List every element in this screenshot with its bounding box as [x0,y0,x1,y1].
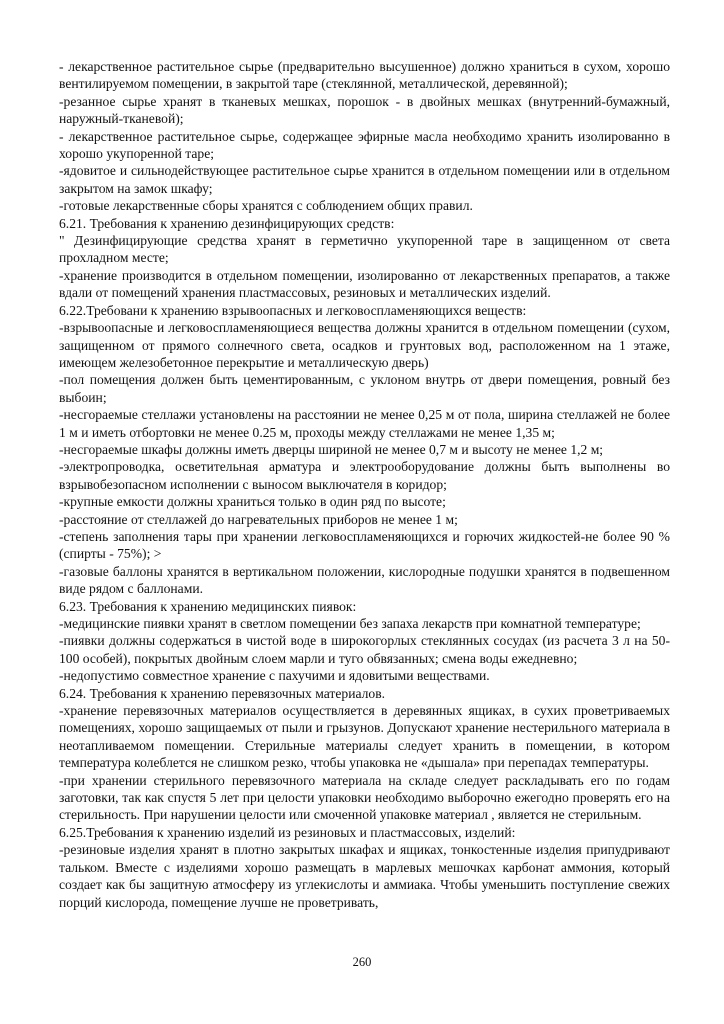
paragraph: -степень заполнения тары при хранении легковоспламеняющихся и горючих жидкостей-не более 90 % (спирты - 75%); > [59,528,670,562]
paragraph: -несгораемые стеллажи установлены на расстоянии не менее 0,25 м от пола, ширина стеллажей не более 1 м и иметь отбортовки не менее 0.25 м, проходы между стеллажами не менее 1,35 м; [59,407,670,440]
paragraph: - лекарственное растительное сырье (предварительно высушенное) должно храниться в сухом, хорошо вентилируемом помещении, в закрытой таре (стеклянной, металлической, деревянной); [59,59,670,92]
paragraph: -газовые баллоны хранятся в вертикальном положении, кислородные подушки хранятся в подвешенном виде рядом с баллонами. [59,563,670,597]
paragraph: -электропроводка, осветительная арматура и электрооборудование должны быть выполнены во взрывобезопасном исполнении с выносом выключателя в коридор; [59,459,670,492]
paragraph: -крупные емкости должны храниться только в один ряд по высоте; [59,494,446,510]
paragraph: -пол помещения должен быть цементированным, с уклоном внутрь от двери помещения, ровный без выбоин; [59,372,670,405]
paragraph: -расстояние от стеллажей до нагревательных приборов не менее 1 м; [59,511,458,527]
paragraph: -резанное сырье хранят в тканевых мешках, порошок - в двойных мешках (внутренний-бумажный, наружный-тканевой); [59,93,670,127]
paragraph: -пиявки должны содержаться в чистой воде в широкогорлых стеклянных сосудах (из расчета 3 л на 50-100 особей), покрытых двойным слоем марли и туго обвязанных; смена воды ежедневно; [59,633,670,666]
section-heading: 6.24. Требования к хранению перевязочных материалов. [59,685,386,701]
paragraph: -хранение перевязочных материалов осуществляется в деревянных ящиках, в сухих проветриваемых помещениях, хорошо защищаемых от пыли и грызунов. Допускают хранение нестерильного материала в неотапливаемом помещении. Стерильные материалы следует хранить в помещении, в котором температура колеблется не слишком резко, чтобы упаковка не «дышала» при перепадах температуры. [59,703,670,771]
section-heading: 6.23. Требования к хранению медицинских пиявок: [59,598,357,614]
paragraph: -ядовитое и сильнодействующее растительное сырье хранится в отдельном помещении или в отдельном закрытом на замок шкафу; [59,163,670,196]
paragraph: -несгораемые шкафы должны иметь дверцы шириной не менее 0,7 м и высоту не менее 1,2 м; [59,441,604,457]
paragraph: -медицинские пиявки хранят в светлом помещении без запаха лекарств при комнатной температуре; [59,616,641,631]
section-heading: 6.22.Требовани к хранению взрывоопасных и легковоспламеняющихся веществ: [59,302,527,318]
section-heading: 6.21. Требования к хранению дезинфицирующих средств: [59,215,395,231]
paragraph: -недопустимо совместное хранение с пахучими и ядовитыми веществами. [59,668,490,684]
paragraph: -резиновые изделия хранят в плотно закрытых шкафах и ящиках, тонкостенные изделия припудривают тальком. Вместе с изделиями хорошо размещать в марлевых мешочках карбонат аммония, который создает как бы защитную атмосферу из углекислоты и аммиака. Чтобы уменьшить поступление свежих порций кислорода, помещение лучше не проветривать, [59,842,670,910]
paragraph: " Дезинфицирующие средства хранят в герметично укупоренной таре в защищенном от света прохладном месте; [59,233,670,266]
paragraph: -готовые лекарственные сборы хранятся с соблюдением общих правил. [59,198,473,214]
section-heading: 6.25.Требования к хранению изделий из резиновых и пластмассовых, изделий: [59,824,516,840]
page-number: 260 [352,955,372,969]
paragraph: -при хранении стерильного перевязочного материала на складе следует раскладывать его по годам заготовки, так как спустя 5 лет при целости упаковки необходимо выборочно ежегодно проверять его на стерильность. При нарушении целости или смоченной упаковке материал , является не стерильным. [59,772,670,823]
paragraph: - лекарственное растительное сырье, содержащее эфирные масла необходимо хранить изолированно в хорошо укупоренной таре; [59,128,670,162]
paragraph: -взрывоопасные и легковоспламеняющиеся вещества должны хранится в отдельном помещении (сухом, защищенном от прямого солнечного света, осадков и грунтовых вод, расположенном на 1 этаже, имеющем железобетонное перекрытие и металлическую дверь) [59,320,670,370]
document-body [59,58,670,911]
paragraph: -хранение производится в отдельном помещении, изолированно от лекарственных препаратов, а также вдали от помещений хранения пластмассовых, резиновых и металлических изделий. [59,267,670,301]
